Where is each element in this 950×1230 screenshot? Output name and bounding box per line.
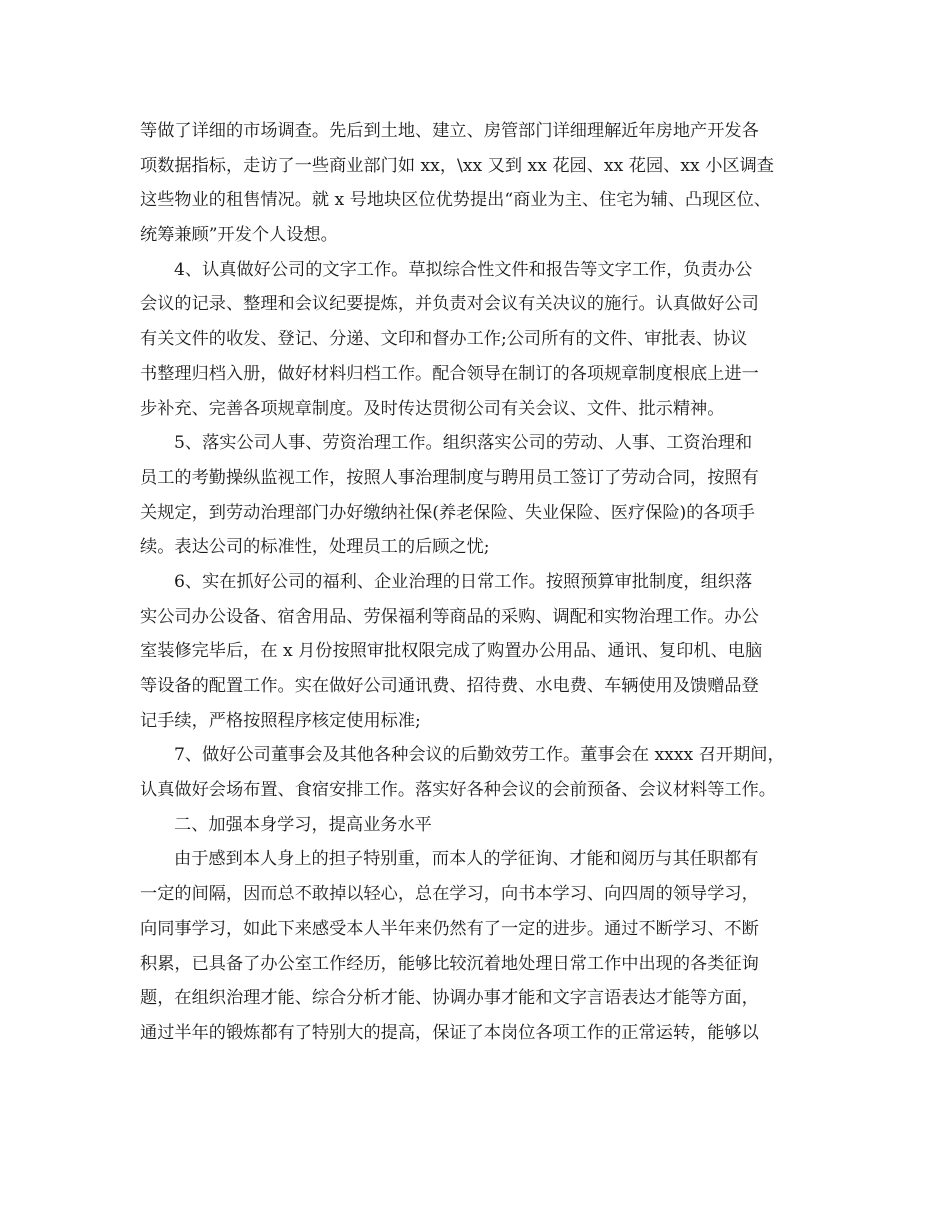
document-body	[140, 114, 840, 1051]
text-line: 记手续，严格按照程序核定使用标准;	[140, 710, 421, 731]
text-line: 4、认真做好公司的文字工作。草拟综合性文件和报告等文字工作，负责办公	[174, 259, 753, 280]
text-line: 关规定，到劳动治理部门办好缴纳社保(养老保险、失业保险、医疗保险)的各项手	[140, 502, 755, 523]
text-line: 等设备的配置工作。实在做好公司通讯费、招待费、水电费、车辆使用及馈赠品登	[140, 676, 759, 696]
text-line: 续。表达公司的标准性，处理员工的后顾之忧;	[140, 537, 490, 558]
text-line: 6、实在抓好公司的福利、企业治理的日常工作。按照预算审批制度，组织落	[174, 571, 753, 592]
text-line: 步补充、完善各项规章制度。及时传达贯彻公司有关会议、文件、批示精神。	[140, 398, 725, 419]
text-line: 这些物业的租售情况。就 x 号地块区位优势提出“商业为主、住宅为辅、凸现区位、	[140, 190, 771, 211]
text-line: 向同事学习，如此下来感受本人半年来仍然有了一定的进步。通过不断学习、不断	[140, 918, 759, 939]
text-line: 认真做好会场布置、食宿安排工作。落实好各种会议的会前预备、会议材料等工作。	[140, 780, 776, 801]
text-line: 员工的考勤操纵监视工作，按照人事治理制度与聘用员工签订了劳动合同，按照有	[140, 467, 759, 488]
text-line: 有关文件的收发、登记、分递、文印和督办工作;公司所有的文件、审批表、协议	[140, 329, 748, 350]
text-line: 7、做好公司董事会及其他各种会议的后勤效劳工作。董事会在 xxxx 召开期间，	[174, 745, 785, 766]
text-line: 通过半年的锻炼都有了特别大的提高，保证了本岗位各项工作的正常运转，能够以	[140, 1022, 759, 1043]
text-line: 题，在组织治理才能、综合分析才能、协调办事才能和文字言语表达才能等方面，	[140, 988, 759, 1009]
text-line: 5、落实公司人事、劳资治理工作。组织落实公司的劳动、人事、工资治理和	[174, 433, 753, 454]
text-line: 项数据指标，走访了一些商业部门如 xx，\xx 又到 xx 花园、xx 花园、xx 小区调查	[140, 155, 774, 176]
text-line: 会议的记录、整理和会议纪要提炼，并负责对会议有关决议的施行。认真做好公司	[140, 294, 759, 315]
text-line: 书整理归档入册，做好材料归档工作。配合领导在制订的各项规章制度根底上进一	[140, 363, 759, 384]
text-line: 积累，已具备了办公室工作经历，能够比较沉着地处理日常工作中出现的各类征询	[140, 953, 759, 974]
text-line: 室装修完毕后，在 x 月份按照审批权限完成了购置办公用品、通讯、复印机、电脑	[140, 641, 763, 662]
text-line: 等做了详细的市场调查。先后到土地、建立、房管部门详细理解近年房地产开发各	[140, 121, 759, 141]
text-line: 实公司办公设备、宿舍用品、劳保福利等商品的采购、调配和实物治理工作。办公	[140, 606, 759, 627]
text-line: 一定的间隔，因而总不敢掉以轻心，总在学习，向书本学习、向四周的领导学习，	[140, 884, 759, 905]
text-line: 由于感到本人身上的担子特别重，而本人的学征询、才能和阅历与其任职都有	[174, 849, 759, 870]
text-line: 统筹兼顾”开发个人设想。	[140, 225, 338, 246]
text-line: 二、加强本身学习，提高业务水平	[174, 814, 432, 835]
